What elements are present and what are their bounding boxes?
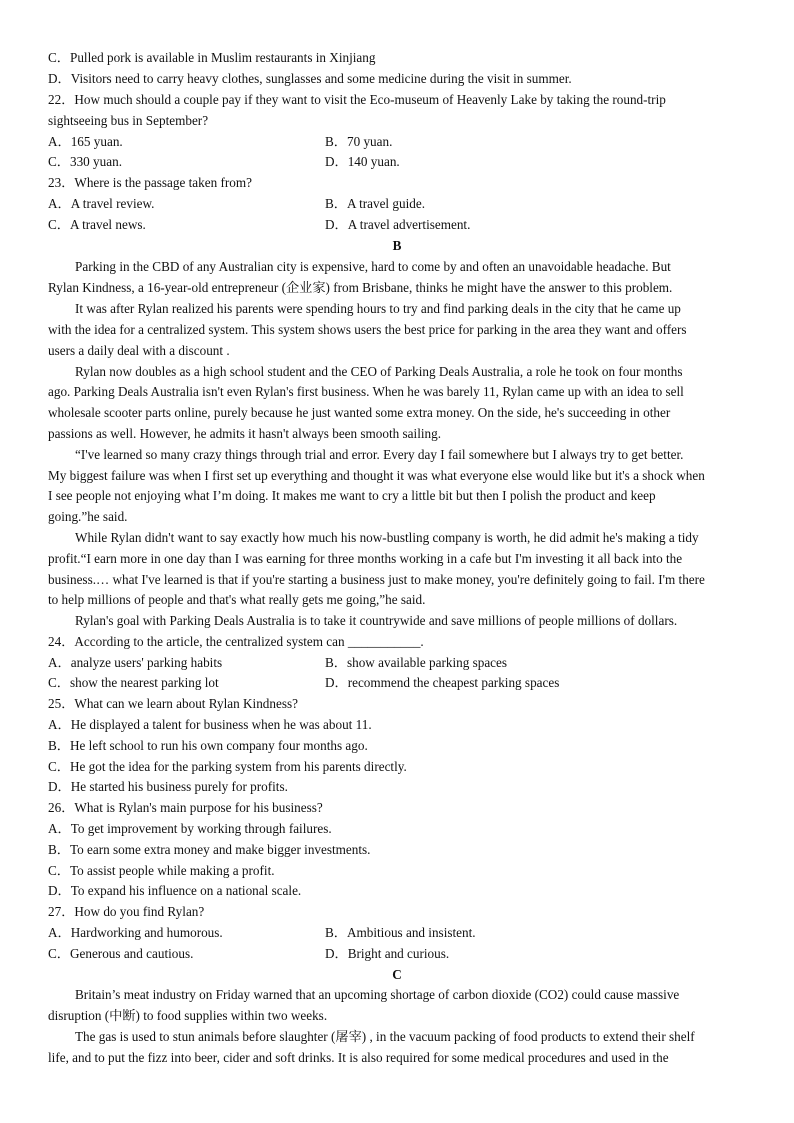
passage-c-line: disruption (中断) to food supplies within two weeks. <box>48 1008 328 1023</box>
q27-option-a: A．Hardworking and humorous. <box>48 925 223 940</box>
passage-b-line: Rylan Kindness, a 16-year-old entrepreneur (企业家) from Brisbane, thinks he might have the answer to this problem. <box>48 280 673 295</box>
q22-option-c: C．330 yuan. <box>48 154 122 169</box>
q23-option-b: B．A travel guide. <box>325 196 425 211</box>
q25-option-a: A．He displayed a talent for business when he was about 11. <box>48 717 372 732</box>
q22-stem-cont: sightseeing bus in September? <box>48 113 209 128</box>
passage-b-line: “I've learned so many crazy things through trial and error. Every day I fail somewhere but I always try to get better. <box>75 447 684 462</box>
passage-b-line: going.”he said. <box>48 509 128 524</box>
passage-b-line: profit.“I earn more in one day than I was earning for three months working in a cafe but I'm investing it all back into the <box>48 551 683 566</box>
q27-option-d: D．Bright and curious. <box>325 946 450 961</box>
q23-option-a: A．A travel review. <box>48 196 155 211</box>
passage-b-line: My biggest failure was when I first set up everything and thought it was what everyone else would like but it's a shock when <box>48 468 705 483</box>
passage-c-line: The gas is used to stun animals before slaughter (屠宰) , in the vacuum packing of food products to extend their shelf <box>75 1029 695 1044</box>
q27-option-c: C．Generous and cautious. <box>48 946 194 961</box>
q25-stem: 25．What can we learn about Rylan Kindness? <box>48 696 298 711</box>
passage-b-line: passions as well. However, he admits it hasn't always been smooth sailing. <box>48 426 442 441</box>
q27-option-b: B．Ambitious and insistent. <box>325 925 476 940</box>
q24-option-b: B．show available parking spaces <box>325 655 508 670</box>
passage-b-line: users a daily deal with a discount . <box>48 343 230 358</box>
passage-b-line: Rylan now doubles as a high school student and the CEO of Parking Deals Australia, a role he took on four months <box>75 364 683 379</box>
passage-c-line: life, and to put the fizz into beer, cider and soft drinks. It is also required for some medical procedures and used in the <box>48 1050 669 1065</box>
passage-b-line: Parking in the CBD of any Australian city is expensive, hard to come by and often an unavoidable headache. But <box>75 259 671 274</box>
q24-option-c: C．show the nearest parking lot <box>48 675 219 690</box>
passage-b-heading: B <box>392 238 402 253</box>
passage-b-line: While Rylan didn't want to say exactly how much his now-bustling company is worth, he did admit he's making a tidy <box>75 530 699 545</box>
passage-c-heading: C <box>392 967 402 982</box>
q26-stem: 26．What is Rylan's main purpose for his business? <box>48 800 323 815</box>
q23-option-d: D．A travel advertisement. <box>325 217 471 232</box>
passage-c-line: Britain’s meat industry on Friday warned that an upcoming shortage of carbon dioxide (CO2) could cause massive <box>75 987 680 1002</box>
q26-option-a: A．To get improvement by working through failures. <box>48 821 332 836</box>
passage-b-line: I see people not enjoying what I’m doing. It makes me want to cry a little bit but then I polish the product and keep <box>48 488 656 503</box>
q25-option-c: C．He got the idea for the parking system from his parents directly. <box>48 759 407 774</box>
passage-b-line: to help millions of people and that's what really gets me going,”he said. <box>48 592 426 607</box>
passage-b-line: wholesale scooter parts online, purely because he just wanted some extra money. On the side, he's succeeding in other <box>48 405 671 420</box>
q24-stem: 24．According to the article, the centralized system can ___________. <box>48 634 424 649</box>
q27-stem: 27．How do you find Rylan? <box>48 904 205 919</box>
q22-stem: 22．How much should a couple pay if they want to visit the Eco-museum of Heavenly Lake by taking the round-trip <box>48 92 666 107</box>
q24-option-a: A．analyze users' parking habits <box>48 655 223 670</box>
passage-b-line: Rylan's goal with Parking Deals Australia is to take it countrywide and save millions of people millions of dollars. <box>75 613 678 628</box>
q21-option-c: C．Pulled pork is available in Muslim restaurants in Xinjiang <box>48 50 376 65</box>
q21-option-d: D．Visitors need to carry heavy clothes, sunglasses and some medicine during the visit in summer. <box>48 71 572 86</box>
q26-option-d: D．To expand his influence on a national scale. <box>48 883 302 898</box>
q25-option-d: D．He started his business purely for profits. <box>48 779 288 794</box>
q22-option-b: B．70 yuan. <box>325 134 393 149</box>
q23-option-c: C．A travel news. <box>48 217 146 232</box>
passage-b-line: business.… what I've learned is that if you're starting a business just to make money, you're definitely going to fail. I'm there <box>48 572 705 587</box>
passage-b-line: It was after Rylan realized his parents were spending hours to try and find parking deals in the city that he came up <box>75 301 681 316</box>
passage-b-line: ago. Parking Deals Australia isn't even Rylan's first business. When he was barely 11, Rylan came up with an idea to sell <box>48 384 684 399</box>
passage-b-line: with the idea for a centralized system. This system shows users the best price for parking in the area they want and offers <box>48 322 687 337</box>
q25-option-b: B．He left school to run his own company four months ago. <box>48 738 368 753</box>
q26-option-b: B．To earn some extra money and make bigger investments. <box>48 842 371 857</box>
q24-option-d: D．recommend the cheapest parking spaces <box>325 675 560 690</box>
q23-stem: 23．Where is the passage taken from? <box>48 175 252 190</box>
q22-option-d: D．140 yuan. <box>325 154 400 169</box>
q26-option-c: C．To assist people while making a profit. <box>48 863 275 878</box>
q22-option-a: A．165 yuan. <box>48 134 123 149</box>
